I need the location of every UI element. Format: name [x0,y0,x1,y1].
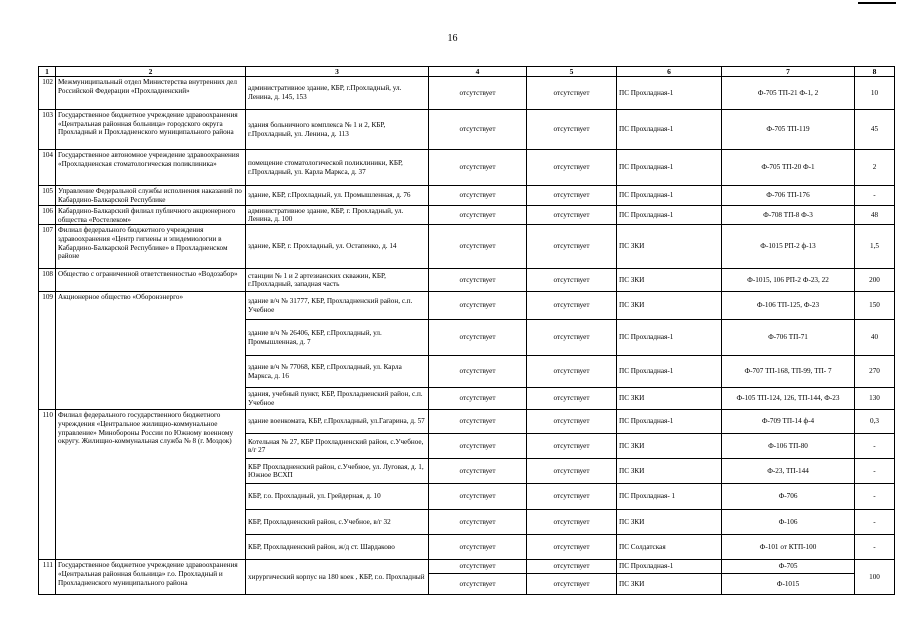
column-4-value: отсутствует [429,356,527,388]
facility-address: здание военкомата, КБР, г.Прохладный, ул.Гагарина, д. 57 [246,410,429,434]
page-number: 16 [447,33,458,44]
column-5-value: отсутствует [527,434,617,459]
table-row [39,110,895,150]
entry-number: 106 [39,206,56,225]
feeder: Ф-705 ТП-119 [722,110,855,150]
column-4-value: отсутствует [429,459,527,484]
entry-number: 107 [39,225,56,269]
substation: ПС Прохладная-1 [617,206,722,225]
substation: ПС ЗКИ [617,459,722,484]
substation: ПС Прохладная-1 [617,410,722,434]
facility-address: КБР, Прохладненский район, ж/д ст. Шардаково [246,535,429,560]
column-5-value: отсутствует [527,356,617,388]
column-5-value: отсутствует [527,410,617,434]
feeder: Ф-709 ТП-14 ф-4 [722,410,855,434]
column-5-value: отсутствует [527,459,617,484]
organization-name: Филиал федерального бюджетного учреждения здравоохранения «Центр гигиены и эпидемиологии в Кабардино-Балкарской Республике» в Прохладненском районе [56,225,246,269]
column-header: 1 [39,67,56,77]
column-header: 5 [527,67,617,77]
substation: ПС Прохладная-1 [617,186,722,206]
feeder: Ф-706 [722,484,855,510]
column-4-value: отсутствует [429,292,527,320]
feeder: Ф-105 ТП-124, 126, ТП-144, Ф-23 [722,388,855,410]
facility-address: здания, учебный пункт, КБР, Прохладненский район, с.п. Учебное [246,388,429,410]
column-5-value: отсутствует [527,388,617,410]
column-4-value: отсутствует [429,434,527,459]
substation: ПС Прохладная-1 [617,320,722,356]
organization-name: Межмуниципальный отдел Министерства внутренних дел Российской Федерации «Прохладненский» [56,77,246,110]
substation: ПС Прохладная- 1 [617,484,722,510]
feeder: Ф-705 ТП-21 Ф-1, 2 [722,77,855,110]
feeder: Ф-707 ТП-168, ТП-99, ТП- 7 [722,356,855,388]
facility-address: КБР, Прохладненский район, с.Учебное, в/г 32 [246,510,429,535]
substation: ПС Прохладная-1 [617,560,722,574]
feeder: Ф-106 [722,510,855,535]
facility-address: КБР, г.о. Прохладный, ул. Грейдерная, д. 10 [246,484,429,510]
header-row [39,67,895,77]
entry-number: 104 [39,150,56,186]
column-5-value: отсутствует [527,574,617,595]
column-header: 4 [429,67,527,77]
table-row [39,206,895,225]
feeder: Ф-706 ТП-176 [722,186,855,206]
load-value: 40 [855,320,895,356]
load-value: - [855,535,895,560]
entry-number: 105 [39,186,56,206]
load-value: 48 [855,206,895,225]
column-5-value: отсутствует [527,186,617,206]
column-5-value: отсутствует [527,292,617,320]
facility-address: помещение стоматологической поликлиники, КБР, г.Прохладный, ул. Карла Маркса, д. 37 [246,150,429,186]
organization-name: Общество с ограниченной ответственностью «Водозабор» [56,269,246,292]
facility-address: Котельная № 27, КБР Прохладненский район, с.Учебное, в/г 27 [246,434,429,459]
organization-name: Государственное бюджетное учреждение здравоохранения «Центральная районная больница» г.о. Прохладный и Прохладненского муниципального района [56,560,246,595]
load-value: 0,3 [855,410,895,434]
column-4-value: отсутствует [429,560,527,574]
column-5-value: отсутствует [527,269,617,292]
column-4-value: отсутствует [429,269,527,292]
entry-number: 102 [39,77,56,110]
column-5-value: отсутствует [527,77,617,110]
facility-address: КБР Прохладненский район, с.Учебное, ул. Луговая, д. 1, Южное ВСХП [246,459,429,484]
column-header: 7 [722,67,855,77]
load-value: 1,5 [855,225,895,269]
feeder: Ф-23, ТП-144 [722,459,855,484]
substation: ПС Прохладная-1 [617,110,722,150]
column-header: 3 [246,67,429,77]
column-4-value: отсутствует [429,150,527,186]
organization-name: Кабардино-Балкарский филиал публичного акционерного общества «Ростелеком» [56,206,246,225]
load-value: 45 [855,110,895,150]
organization-name: Филиал федерального государственного бюджетного учреждения «Центральное жилищно-коммунальное управление» Минобороны России по Южному военному округу. Жилищно-коммунальная служба № 8 (г. Моздок) [56,410,246,560]
entry-number: 110 [39,410,56,560]
column-4-value: отсутствует [429,206,527,225]
substation: ПС ЗКИ [617,225,722,269]
column-4-value: отсутствует [429,535,527,560]
substation: ПС ЗКИ [617,510,722,535]
table-row [39,560,895,574]
load-value: 270 [855,356,895,388]
column-5-value: отсутствует [527,110,617,150]
facility-address: здания больничного комплекса № 1 и 2, КБР, г.Прохладный, ул. Ленина, д. 113 [246,110,429,150]
load-value: 130 [855,388,895,410]
substation: ПС Прохладная-1 [617,150,722,186]
substation: ПС Солдатская [617,535,722,560]
table-row [39,225,895,269]
load-value: - [855,459,895,484]
feeder: Ф-706 ТП-71 [722,320,855,356]
table-row [39,292,895,320]
column-5-value: отсутствует [527,560,617,574]
facility-address: здание, КБР, г. Прохладный, ул. Остапенко, д. 14 [246,225,429,269]
organization-name: Акционерное общество «Оборонэнерго» [56,292,246,410]
facility-address: административное здание, КБР, г.Прохладный, ул. Ленина, д. 145, 153 [246,77,429,110]
feeder: Ф-1015 РП-2 ф-13 [722,225,855,269]
table-row [39,77,895,110]
facility-address: здание в/ч № 26406, КБР, г.Прохладный, ул. Промышленная, д. 7 [246,320,429,356]
column-header: 2 [56,67,246,77]
load-value: - [855,434,895,459]
column-4-value: отсутствует [429,484,527,510]
organization-name: Государственное бюджетное учреждение здравоохранения «Центральная районная больница» городского округа Прохладный и Прохладненского муниципального района [56,110,246,150]
load-value: 10 [855,77,895,110]
column-header: 8 [855,67,895,77]
column-4-value: отсутствует [429,574,527,595]
entry-number: 103 [39,110,56,150]
facility-address: хирургический корпус на 180 коек , КБР, г.о. Прохладный [246,560,429,595]
column-5-value: отсутствует [527,206,617,225]
table-row [39,269,895,292]
load-value: - [855,186,895,206]
load-value: 200 [855,269,895,292]
column-4-value: отсутствует [429,77,527,110]
entry-number: 108 [39,269,56,292]
table-row [39,186,895,206]
feeder: Ф-106 ТП-125, Ф-23 [722,292,855,320]
feeder: Ф-106 ТП-80 [722,434,855,459]
column-4-value: отсутствует [429,186,527,206]
substation: ПС ЗКИ [617,434,722,459]
load-value: - [855,484,895,510]
feeder: Ф-708 ТП-8 Ф-3 [722,206,855,225]
column-4-value: отсутствует [429,225,527,269]
column-5-value: отсутствует [527,225,617,269]
facility-address: здание в/ч № 31777, КБР, Прохладненский район, с.п. Учебное [246,292,429,320]
table-row [39,410,895,434]
load-value: - [855,510,895,535]
column-4-value: отсутствует [429,410,527,434]
facility-address: здание, КБР, г.Прохладный, ул. Промышленная, д. 76 [246,186,429,206]
feeder: Ф-101 от КТП-100 [722,535,855,560]
column-4-value: отсутствует [429,320,527,356]
column-4-value: отсутствует [429,510,527,535]
load-value: 100 [855,560,895,595]
entry-number: 111 [39,560,56,595]
column-5-value: отсутствует [527,150,617,186]
feeder: Ф-705 ТП-20 Ф-1 [722,150,855,186]
column-5-value: отсутствует [527,535,617,560]
column-header: 6 [617,67,722,77]
table-row [39,150,895,186]
feeder: Ф-1015 [722,574,855,595]
facility-address: административное здание, КБР, г. Прохладный, ул. Ленина, д. 100 [246,206,429,225]
column-4-value: отсутствует [429,388,527,410]
feeder: Ф-705 [722,560,855,574]
load-value: 150 [855,292,895,320]
substation: ПС ЗКИ [617,388,722,410]
load-value: 2 [855,150,895,186]
column-5-value: отсутствует [527,484,617,510]
column-5-value: отсутствует [527,510,617,535]
substation: ПС ЗКИ [617,574,722,595]
data-table [38,66,895,595]
corner-mark [858,2,896,4]
feeder: Ф-1015, 106 РП-2 Ф-23, 22 [722,269,855,292]
entry-number: 109 [39,292,56,410]
substation: ПС Прохладная-1 [617,77,722,110]
column-4-value: отсутствует [429,110,527,150]
column-5-value: отсутствует [527,320,617,356]
organization-name: Управление Федеральной службы исполнения наказаний по Кабардино-Балкарской Республике [56,186,246,206]
facility-address: станции № 1 и 2 артезианских скважин, КБР, г.Прохладный, западная часть [246,269,429,292]
organization-name: Государственное автономное учреждение здравоохранения «Прохладненская стоматологическая поликлиника» [56,150,246,186]
substation: ПС Прохладная-1 [617,356,722,388]
substation: ПС ЗКИ [617,269,722,292]
substation: ПС ЗКИ [617,292,722,320]
facility-address: здание в/ч № 77068, КБР, г.Прохладный, ул. Карла Маркса, д. 16 [246,356,429,388]
